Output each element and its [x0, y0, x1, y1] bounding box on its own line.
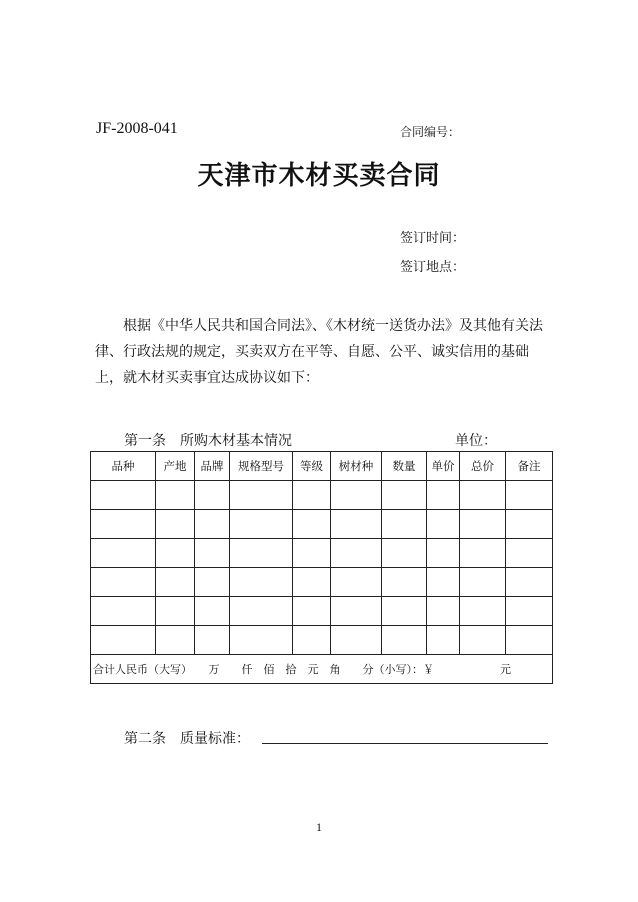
table-cell[interactable] — [156, 510, 195, 539]
table-cell[interactable] — [460, 510, 506, 539]
table-cell[interactable] — [91, 626, 156, 655]
table-cell[interactable] — [293, 626, 331, 655]
table-cell[interactable] — [156, 626, 195, 655]
table-cell[interactable] — [91, 481, 156, 510]
table-cell[interactable] — [156, 568, 195, 597]
table-cell[interactable] — [427, 539, 460, 568]
article-1-title: 第一条 所购木材基本情况 — [124, 433, 292, 449]
document-id: JF-2008-041 — [96, 120, 178, 137]
table-header-row — [91, 452, 553, 481]
table-cell[interactable] — [230, 568, 293, 597]
total-row — [91, 655, 553, 684]
table-row — [91, 568, 553, 597]
table-row — [91, 597, 553, 626]
table-cell[interactable] — [230, 510, 293, 539]
table-cell[interactable] — [91, 539, 156, 568]
column-header: 产地 — [156, 452, 195, 481]
sign-place-label: 签订地点： — [400, 260, 466, 275]
column-header: 等级 — [293, 452, 331, 481]
column-header: 规格型号 — [230, 452, 293, 481]
quality-standard-field[interactable] — [262, 742, 548, 744]
column-header: 品牌 — [195, 452, 230, 481]
table-cell[interactable] — [331, 481, 382, 510]
table-cell[interactable] — [382, 539, 427, 568]
table-row — [91, 626, 553, 655]
table-cell[interactable] — [460, 481, 506, 510]
table-cell[interactable] — [195, 481, 230, 510]
table-row — [91, 539, 553, 568]
table-row — [91, 481, 553, 510]
sign-time-label: 签订时间： — [400, 231, 466, 246]
total-amount-cell[interactable]: 合计人民币（大写） 万 仟 佰 拾 元 角 分（小写）：￥ 元 — [91, 655, 553, 684]
table-cell[interactable] — [382, 626, 427, 655]
contract-number-label: 合同编号： — [400, 125, 461, 139]
table-cell[interactable] — [195, 539, 230, 568]
table-cell[interactable] — [427, 626, 460, 655]
table-cell[interactable] — [460, 597, 506, 626]
timber-table — [90, 451, 553, 684]
table-cell[interactable] — [506, 568, 553, 597]
table-cell[interactable] — [195, 626, 230, 655]
table-cell[interactable] — [506, 510, 553, 539]
table-cell[interactable] — [331, 510, 382, 539]
table-cell[interactable] — [427, 510, 460, 539]
column-header: 数量 — [382, 452, 427, 481]
column-header: 总价 — [460, 452, 506, 481]
table-cell[interactable] — [195, 597, 230, 626]
table-cell[interactable] — [230, 539, 293, 568]
table-cell[interactable] — [156, 481, 195, 510]
table-cell[interactable] — [156, 539, 195, 568]
table-cell[interactable] — [382, 597, 427, 626]
table-cell[interactable] — [460, 626, 506, 655]
table-cell[interactable] — [506, 481, 553, 510]
table-cell[interactable] — [331, 539, 382, 568]
table-cell[interactable] — [382, 481, 427, 510]
column-header: 品种 — [91, 452, 156, 481]
table-cell[interactable] — [293, 568, 331, 597]
table-cell[interactable] — [293, 481, 331, 510]
table-cell[interactable] — [195, 510, 230, 539]
table-cell[interactable] — [506, 539, 553, 568]
table-cell[interactable] — [293, 510, 331, 539]
column-header: 备注 — [506, 452, 553, 481]
table-cell[interactable] — [460, 539, 506, 568]
table-cell[interactable] — [460, 568, 506, 597]
table-cell[interactable] — [427, 597, 460, 626]
preamble-paragraph: 根据《中华人民共和国合同法》、《木材统一送货办法》及其他有关法律、行政法规的规定，买卖双方在平等、自愿、公平、诚实信用的基础上，就木材买卖事宜达成协议如下： — [95, 318, 543, 386]
table-cell[interactable] — [382, 510, 427, 539]
table-cell[interactable] — [331, 568, 382, 597]
page-title: 天津市木材买卖合同 — [197, 161, 441, 191]
table-cell[interactable] — [506, 626, 553, 655]
table-cell[interactable] — [293, 539, 331, 568]
column-header: 树材种 — [331, 452, 382, 481]
table-cell[interactable] — [230, 626, 293, 655]
table-cell[interactable] — [331, 626, 382, 655]
table-cell[interactable] — [427, 481, 460, 510]
page-number: 1 — [316, 820, 322, 834]
table-cell[interactable] — [195, 568, 230, 597]
table-cell[interactable] — [230, 481, 293, 510]
table-cell[interactable] — [91, 597, 156, 626]
table-cell[interactable] — [506, 597, 553, 626]
article-2-title: 第二条 质量标准： — [124, 731, 250, 747]
unit-label: 单位： — [455, 433, 497, 449]
table-cell[interactable] — [382, 568, 427, 597]
table-row — [91, 510, 553, 539]
table-cell[interactable] — [230, 597, 293, 626]
table-cell[interactable] — [293, 597, 331, 626]
table-cell[interactable] — [427, 568, 460, 597]
table-cell[interactable] — [331, 597, 382, 626]
table-cell[interactable] — [91, 510, 156, 539]
table-cell[interactable] — [156, 597, 195, 626]
column-header: 单价 — [427, 452, 460, 481]
table-cell[interactable] — [91, 568, 156, 597]
